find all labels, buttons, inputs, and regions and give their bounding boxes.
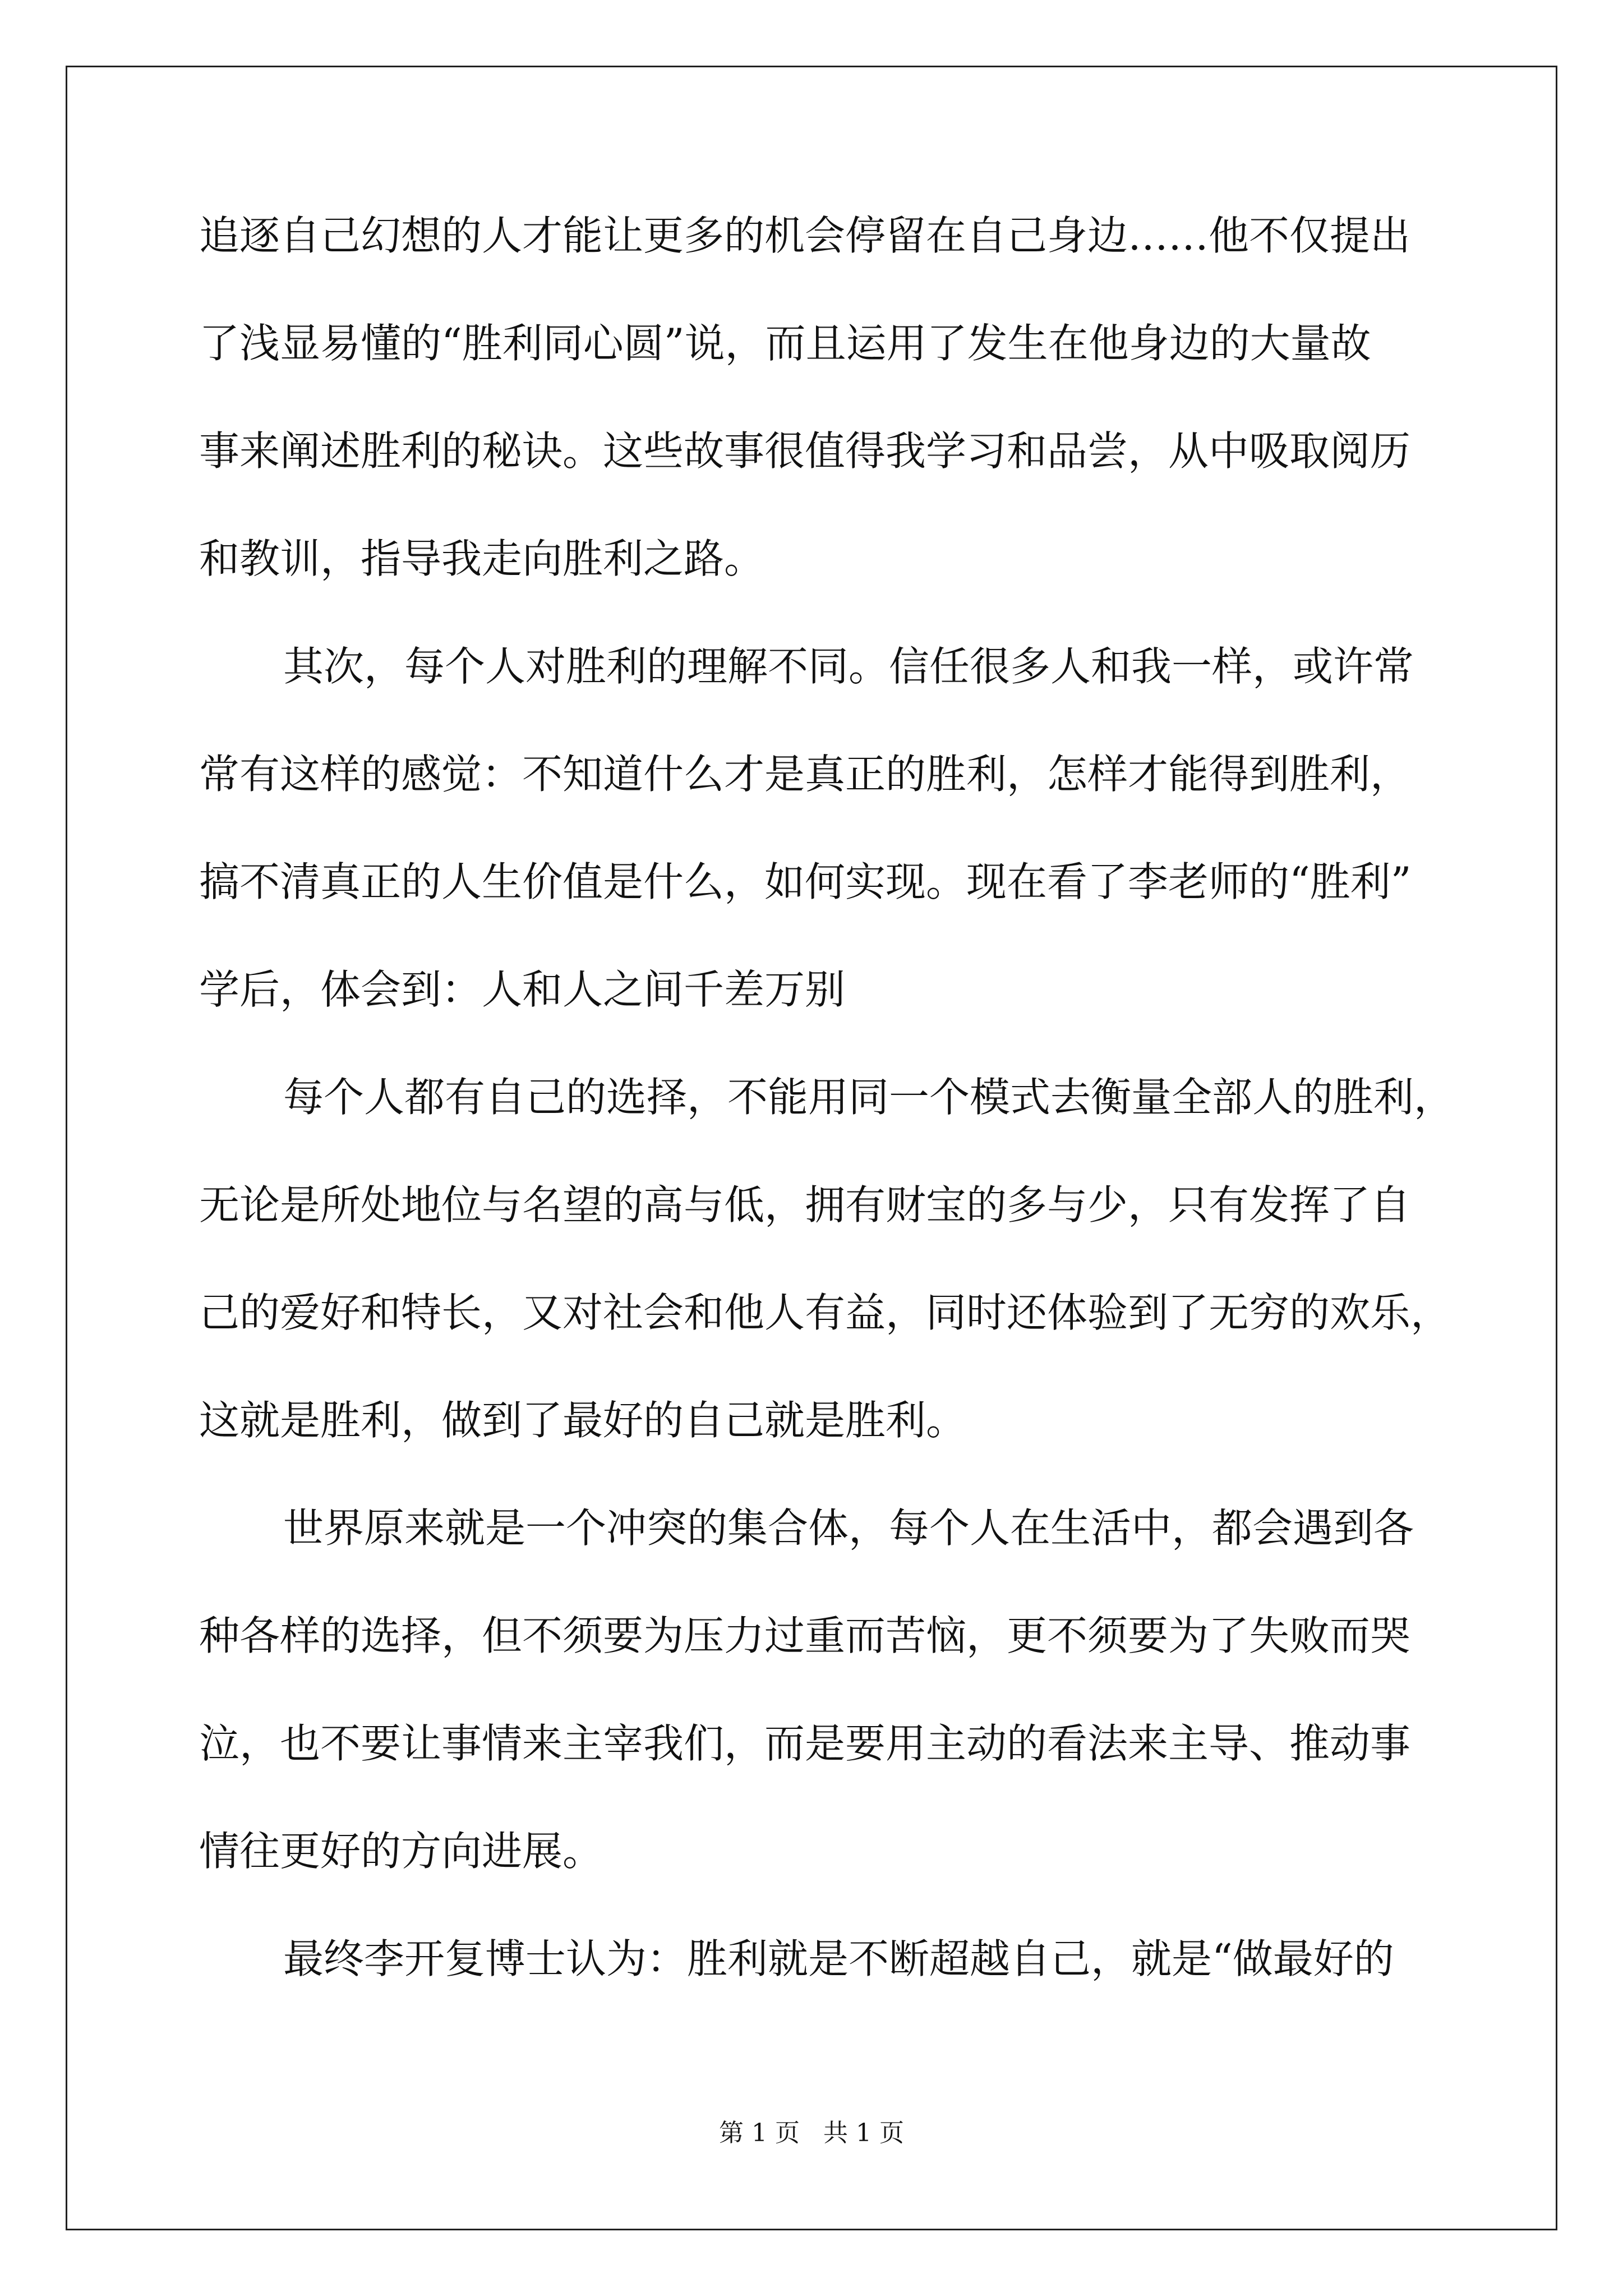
text-line: 世界原来就是一个冲突的集合体，每个人在生活中，都会遇到各 [283,1504,1414,1552]
text-line: 事来阐述胜利的秘诀。这些故事很值得我学习和品尝，从中吸取阅历 [199,427,1411,475]
text-line: 和教训，指导我走向胜利之路。 [199,535,765,582]
text-line: 最终李开复博士认为：胜利就是不断超越自己，就是“做最好的 [283,1935,1394,1982]
text-line: 常有这样的感觉：不知道什么才是真正的胜利，怎样才能得到胜利， [199,751,1411,798]
text-line: 泣，也不要让事情来主宰我们，而是要用主动的看法来主导、推动事 [199,1720,1411,1767]
document-body [199,208,1455,1987]
paragraph [199,1931,1433,1987]
text-line: 己的爱好和特长，又对社会和他人有益，同时还体验到了无穷的欢乐， [199,1289,1451,1336]
text-line: 无论是所处地位与名望的高与低，拥有财宝的多与少，只有发挥了自 [199,1181,1411,1228]
text-line: 种各样的选择，但不须要为压力过重而苦恼，更不须要为了失败而哭 [199,1612,1411,1659]
paragraph [199,208,1433,638]
paragraph [199,1069,1455,1500]
text-line: 每个人都有自己的选择，不能用同一个模式去衡量全部人的胜利， [283,1074,1455,1121]
text-line: 学后，体会到：人和人之间千差万别 [199,966,846,1013]
text-line: 情往更好的方向进展。 [199,1828,603,1875]
text-line: 追逐自己幻想的人才能让更多的机会停留在自己身边……他不仅提出 [199,212,1411,259]
text-line: 其次，每个人对胜利的理解不同。信任很多人和我一样，或许常 [283,643,1414,690]
text-line: 这就是胜利，做到了最好的自己就是胜利。 [199,1397,967,1444]
paragraph [199,1500,1433,1931]
text-line: 搞不清真正的人生价值是什么，如何实现。现在看了李老师的“胜利” [199,858,1412,905]
paragraph [199,638,1433,1069]
text-line: 了浅显易懂的“胜利同心圆”说，而且运用了发生在他身边的大量故 [199,320,1371,367]
page-number-footer: 第 1 页 共 1 页 [719,2119,904,2147]
